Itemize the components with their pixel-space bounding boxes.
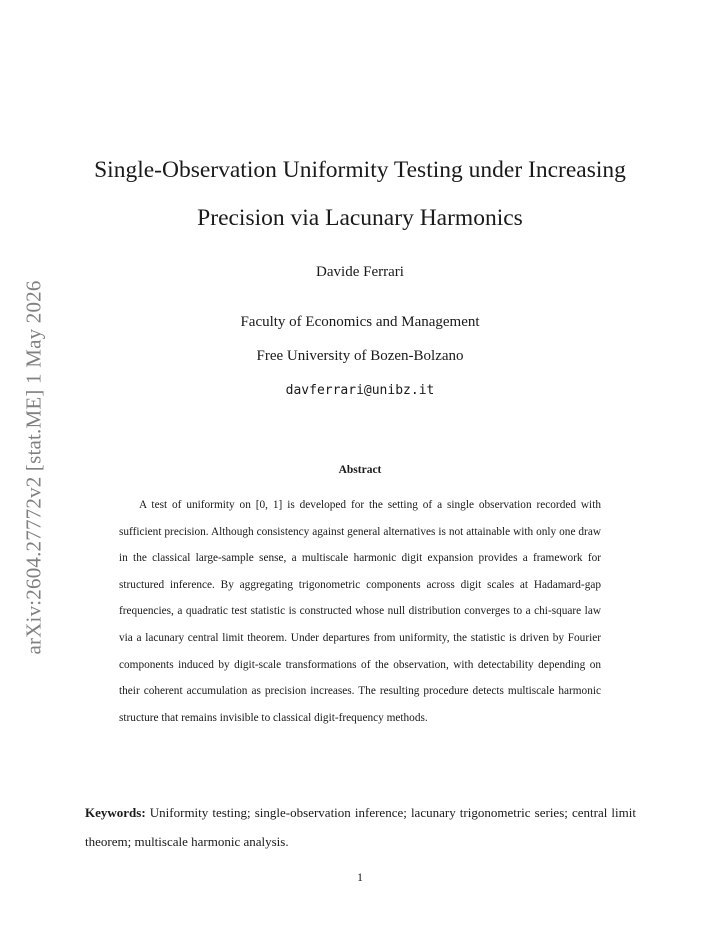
abstract-text: A test of uniformity on [0, 1] is developed for the setting of a single observation recorded with sufficient precision. Although consistency against general alternatives is not attainable with only one draw in the classical large-sample sense, a multiscale harmonic digit expansion provides a framework for structured inference. By aggregating trigonometric components across digit scales at Hadamard-gap frequencies, a quadratic test statistic is constructed whose null distribution converges to a chi-square law via a lacunary central limit theorem. Under departures from uniformity, the statistic is driven by Fourier components induced by digit-scale transformations of the observation, with detectability depending on their coherent accumulation as precision increases. The resulting procedure detects multiscale harmonic structure that remains invisible to classical digit-frequency methods. xyxy=(119,499,601,724)
keywords-paragraph xyxy=(85,798,636,856)
paper-title xyxy=(60,146,660,242)
author-name: Davide Ferrari xyxy=(316,264,404,280)
arxiv-identifier: arXiv:2604.27772v2 [stat.ME] 1 May 2026 xyxy=(21,279,46,655)
page-number: 1 xyxy=(357,870,363,884)
affiliation-block xyxy=(60,314,660,416)
affiliation-faculty: Faculty of Economics and Management xyxy=(240,314,480,330)
arxiv-side-stamp xyxy=(14,254,54,680)
author-email: davferrari@unibz.it xyxy=(285,383,435,398)
keywords-label: Keywords: xyxy=(85,805,146,820)
paper-title-line-2: Precision via Lacunary Harmonics xyxy=(197,205,523,231)
keywords-text: Uniformity testing; single-observation inference; lacunary trigonometric series; central limit theorem; multiscale harmonic analysis. xyxy=(85,805,636,849)
affiliation-university: Free University of Bozen-Bolzano xyxy=(256,348,464,364)
abstract-heading: Abstract xyxy=(338,464,382,476)
paper-title-line-1: Single-Observation Uniformity Testing under Increasing xyxy=(94,157,626,183)
